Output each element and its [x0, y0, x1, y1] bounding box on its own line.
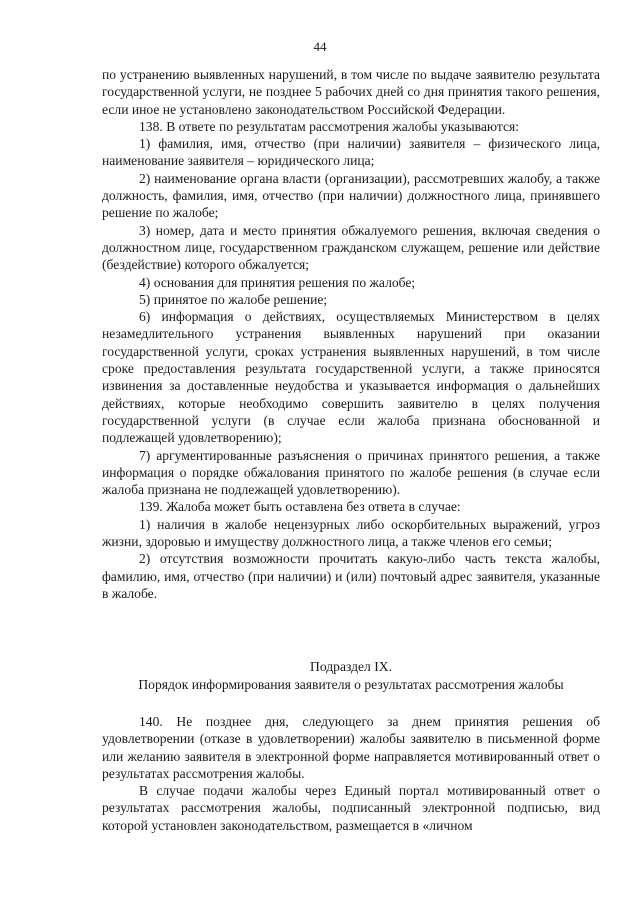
- paragraph: 138. В ответе по результатам рассмотрения жалобы указываются:: [139, 118, 520, 134]
- paragraph: по устранению выявленных нарушений, в том числе по выдаче заявителю результата государственной услуги, не позднее 5 рабочих дней со дня принятия такого решения, если иное не установлено законодательством Российской Федерации.: [102, 67, 600, 117]
- paragraph: 3) номер, дата и место принятия обжалуемого решения, включая сведения о должностном лице, государственном гражданском служащем, решение или действие (бездействие) которого обжалуется;: [102, 222, 600, 273]
- paragraph: В случае подачи жалобы через Единый портал мотивированный ответ о результатах рассмотрения жалобы, подписанный электронной подписью, вид которой установлен законодательством, размещается в «личном: [102, 783, 600, 833]
- subsection-subtitle: Порядок информирования заявителя о результатах рассмотрения жалобы: [138, 677, 564, 692]
- paragraph: 140. Не позднее дня, следующего за днем принятия решения об удовлетворении (отказе в удовлетворении) жалобы заявителю в письменной форме или желанию заявителя в электронной форме направляется мотивированный ответ о результатах рассмотрения жалобы.: [102, 714, 600, 781]
- paragraph: 7) аргументированные разъяснения о причинах принятого решения, а также информация о порядке обжалования принятого по жалобе решения (в случае если жалоба признана не подлежащей удовлетворению).: [102, 447, 600, 498]
- paragraph: 5) принятое по жалобе решение;: [139, 291, 328, 307]
- paragraph: 4) основания для принятия решения по жалобе;: [139, 274, 416, 290]
- page-number: 44: [313, 39, 327, 54]
- paragraph: 1) наличия в жалобе нецензурных либо оскорбительных выражений, угроз жизни, здоровью и имуществу должностного лица, а также членов его семьи;: [102, 516, 600, 550]
- body-text-section-2: [102, 713, 600, 834]
- subsection-title: Подраздел IX.: [310, 659, 392, 674]
- paragraph: 139. Жалоба может быть оставлена без ответа в случае:: [139, 499, 461, 515]
- paragraph: 1) фамилия, имя, отчество (при наличии) заявителя – физического лица, наименование заявителя – юридического лица;: [102, 136, 600, 169]
- paragraph: 2) отсутствия возможности прочитать какую-либо часть текста жалобы, фамилию, имя, отчество (при наличии) и (или) почтовый адрес заявителя, указанные в жалобе.: [102, 551, 600, 601]
- paragraph: 2) наименование органа власти (организации), рассмотревших жалобу, а также должность, фамилия, имя, отчество (при наличии) должностного лица, принявшего решение по жалобе;: [102, 170, 600, 221]
- paragraph: 6) информация о действиях, осуществляемых Министерством в целях незамедлительного устранения выявленных нарушений при оказании государственной услуги, сроках устранения выявленных нарушений, в том числе сроке предоставления результата государственной услуги, а также приносятся извинения за доставленные неудобства и указывается информация о дальнейших действиях, которые необходимо совершить заявителю в целях получения государственной услуги (в случае если жалоба признана обоснованной и подлежащей удовлетворению);: [102, 309, 600, 446]
- body-text-section-1: [102, 66, 600, 602]
